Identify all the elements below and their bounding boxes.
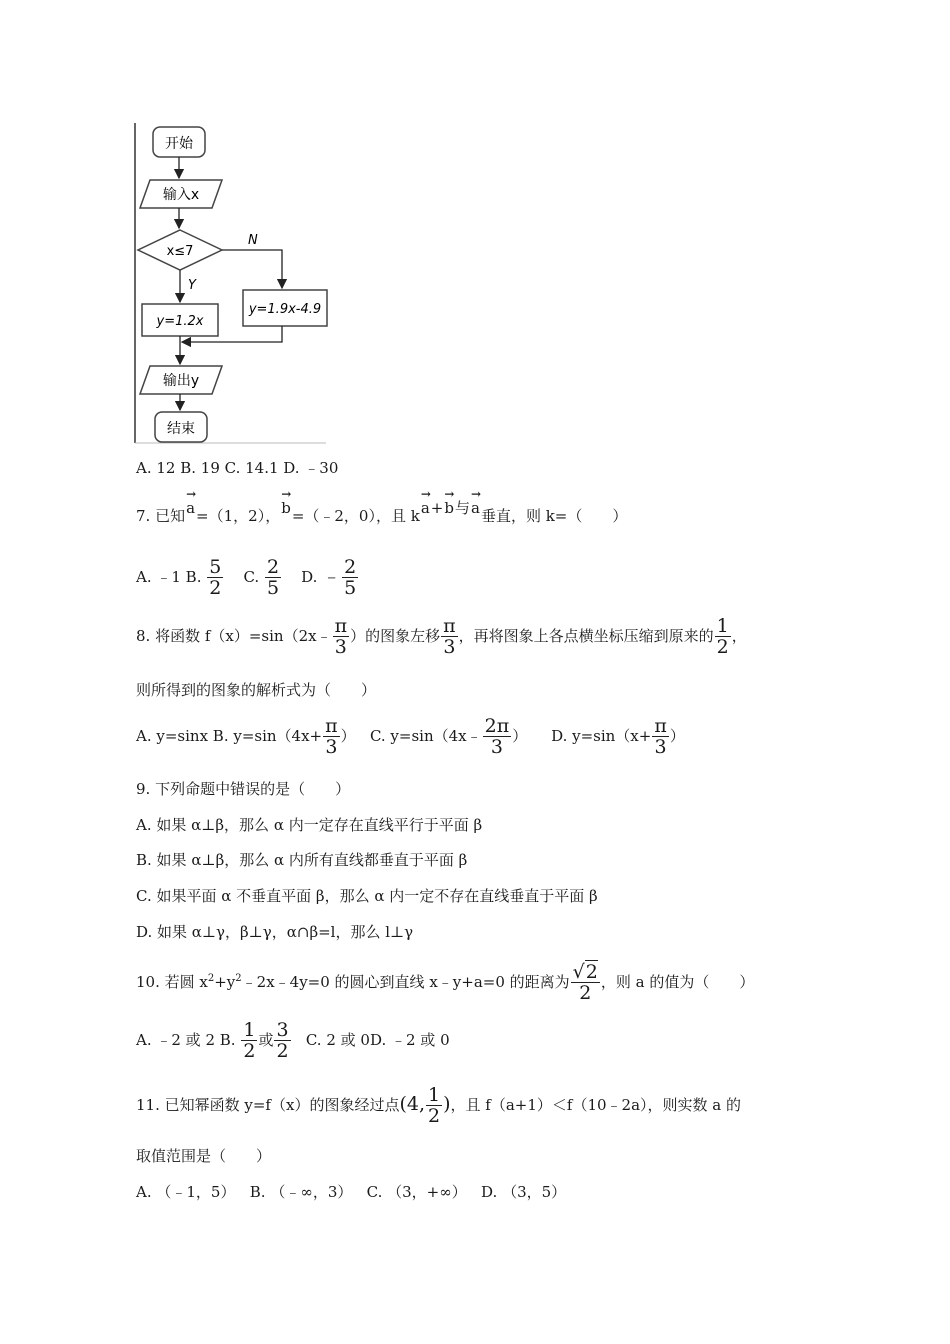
q7-d-den: 5 bbox=[344, 577, 357, 599]
q8-f1-num: π bbox=[334, 615, 348, 637]
q7-text-2: =（1，2）， bbox=[196, 507, 281, 525]
q8-c-num: 2π bbox=[484, 715, 510, 737]
q6-options: A. 12 B. 19 C. 14.1 D. ﹣30 bbox=[136, 459, 339, 477]
q10-option-b-or: 或 bbox=[258, 1031, 274, 1049]
q9-option-d: D. 如果 α⊥γ，β⊥γ，α∩β=l，那么 l⊥γ bbox=[136, 923, 414, 941]
q8-fraction-3 bbox=[715, 617, 731, 657]
q8-d-den: 3 bbox=[652, 736, 669, 757]
q7-options bbox=[136, 555, 359, 598]
q10-b2-num: 3 bbox=[276, 1019, 289, 1041]
q9-option-c: C. 如果平面 α 不垂直平面 β，那么 α 内一定不存在直线垂直于平面 β bbox=[136, 887, 598, 905]
q8-d-num: π bbox=[654, 715, 667, 737]
q10-fraction bbox=[571, 963, 600, 1003]
q8-text-1: 8. 将函数 f（x）=sin（2x﹣ bbox=[136, 627, 332, 645]
q8-fraction-1 bbox=[333, 617, 350, 657]
q8-text-4: ， bbox=[731, 627, 747, 645]
q7-text-4: 与 bbox=[454, 499, 470, 517]
q7-c-num: 2 bbox=[266, 556, 280, 578]
q7-text-3: =（﹣2，0），且 k bbox=[291, 507, 420, 525]
q7-b-den: 2 bbox=[209, 577, 222, 599]
q11-f-num: 1 bbox=[428, 1084, 441, 1106]
q7-c-den: 5 bbox=[266, 577, 280, 599]
flowchart-yes-label: Y bbox=[188, 278, 196, 293]
q10-options bbox=[136, 1018, 450, 1062]
q8-option-a-b: A. y=sinx B. y=sin（4x+ bbox=[136, 727, 323, 745]
q10-text-3: ﹣2x﹣4y=0 的圆心到直线 x﹣y+a=0 的距离为 bbox=[241, 973, 570, 991]
flowchart-start-text: 开始 bbox=[165, 136, 193, 152]
q8-option-d-fraction bbox=[652, 717, 669, 757]
q10-f-den: 2 bbox=[571, 982, 600, 1003]
q7-option-d: D. bbox=[301, 568, 318, 586]
q8-option-c: C. y=sin（4x﹣ bbox=[369, 727, 482, 745]
q10-sup-1: 2 bbox=[207, 973, 215, 984]
q8-c-den: 3 bbox=[483, 736, 512, 757]
q10-text-2: +y bbox=[214, 973, 236, 991]
sqrt-sign-icon: √ bbox=[572, 961, 585, 983]
q7-stem bbox=[136, 499, 628, 526]
q7-option-d-fraction bbox=[342, 558, 358, 598]
q8-options bbox=[136, 714, 685, 758]
q7-option-a-b: A. ﹣1 B. bbox=[136, 568, 202, 586]
q7-text-5: 垂直，则 k=（ ） bbox=[480, 507, 628, 525]
q9-option-b: B. 如果 α⊥β，那么 α 内所有直线都垂直于平面 β bbox=[136, 851, 468, 869]
q10-sup-2: 2 bbox=[235, 973, 242, 984]
q9-stem: 9. 下列命题中错误的是（ ） bbox=[136, 780, 351, 798]
q8-text-3: ，再将图象上各点横坐标压缩到原来的 bbox=[458, 627, 714, 645]
q10-option-a-b: A. ﹣2 或 2 B. bbox=[136, 1031, 236, 1049]
q8-b-den: 3 bbox=[323, 736, 340, 757]
q7-option-b-fraction bbox=[207, 558, 223, 598]
q10-stem bbox=[136, 957, 754, 1004]
q7-vector-a: → a bbox=[186, 498, 195, 518]
flowchart-output-text: 输出y bbox=[162, 373, 200, 389]
q8-option-b-end: ） bbox=[340, 727, 356, 745]
flowchart-input-text: 输入x bbox=[162, 187, 200, 203]
q7-vector-b2: → b bbox=[444, 498, 454, 518]
q8-option-d-end: ） bbox=[669, 727, 685, 745]
q8-stem bbox=[136, 614, 747, 658]
q11-stem-line2: 取值范围是（ ） bbox=[136, 1147, 272, 1165]
q8-f3-den: 2 bbox=[716, 636, 729, 658]
q8-option-d: D. y=sin（x+ bbox=[551, 727, 652, 745]
flowchart-condition-text: x≤7 bbox=[166, 244, 194, 259]
flowchart bbox=[130, 118, 460, 448]
q10-text-4: ，则 a 的值为（ ） bbox=[600, 973, 755, 991]
q8-text-2: ）的图象左移 bbox=[350, 627, 441, 645]
q11-f-den: 2 bbox=[428, 1105, 441, 1127]
q7-vector-b: → b bbox=[281, 498, 291, 518]
q7-vector-a3: → a bbox=[471, 498, 480, 518]
q11-fraction bbox=[426, 1086, 442, 1126]
flowchart-end-text: 结束 bbox=[167, 421, 195, 437]
flowchart-no-label: N bbox=[248, 233, 258, 248]
q11-point-open: (4, bbox=[399, 1093, 425, 1115]
q7-vector-a2: → a bbox=[421, 498, 430, 518]
q7-plus: + bbox=[430, 499, 444, 517]
flowchart-no-box-text: y=1.9x-4.9 bbox=[248, 302, 322, 317]
q7-b-num: 5 bbox=[209, 556, 222, 578]
q7-option-c-fraction bbox=[265, 558, 281, 598]
flowchart-yes-box-text: y=1.2x bbox=[156, 314, 204, 329]
q10-b1-num: 1 bbox=[243, 1019, 256, 1041]
q10-b2-den: 2 bbox=[276, 1040, 289, 1062]
q10-option-b-fraction-1 bbox=[241, 1021, 257, 1061]
q8-f1-den: 3 bbox=[333, 636, 350, 657]
q11-text-1: 11. 已知幂函数 y=f（x）的图象经过点 bbox=[136, 1096, 400, 1114]
q8-option-c-end: ） bbox=[512, 727, 528, 745]
q10-f-num bbox=[571, 963, 600, 982]
q10-text-1: 10. 若圆 x bbox=[136, 973, 208, 991]
q8-f3-num: 1 bbox=[716, 615, 729, 637]
q7-option-d-neg: ﹣ bbox=[322, 565, 342, 587]
q9-option-a: A. 如果 α⊥β，那么 α 内一定存在直线平行于平面 β bbox=[136, 816, 483, 834]
q8-fraction-2 bbox=[441, 617, 458, 657]
q11-options: A. （﹣1，5） B. （﹣∞，3） C. （3，+∞） D. （3，5） bbox=[136, 1183, 567, 1201]
q11-point-close: ) bbox=[443, 1093, 451, 1115]
q10-f-num-radicand: 2 bbox=[585, 961, 598, 983]
q8-f2-den: 3 bbox=[441, 636, 458, 657]
q8-stem-line2: 则所得到的图象的解析式为（ ） bbox=[136, 681, 377, 699]
q8-option-b-fraction bbox=[323, 717, 340, 757]
q11-text-2: ，且 f（a+1）＜f（10﹣2a），则实数 a 的 bbox=[450, 1096, 741, 1114]
q8-f2-num: π bbox=[443, 615, 456, 637]
q10-b1-den: 2 bbox=[243, 1040, 256, 1062]
q11-stem bbox=[136, 1082, 741, 1127]
q8-option-c-fraction bbox=[483, 717, 512, 757]
q10-option-b-fraction-2 bbox=[274, 1021, 290, 1061]
q7-option-c: C. bbox=[243, 568, 260, 586]
q8-b-num: π bbox=[325, 715, 338, 737]
q7-text-1: 7. 已知 bbox=[136, 507, 186, 525]
q10-option-c-d: C. 2 或 0D. ﹣2 或 0 bbox=[296, 1031, 450, 1049]
q7-d-num: 2 bbox=[344, 556, 357, 578]
